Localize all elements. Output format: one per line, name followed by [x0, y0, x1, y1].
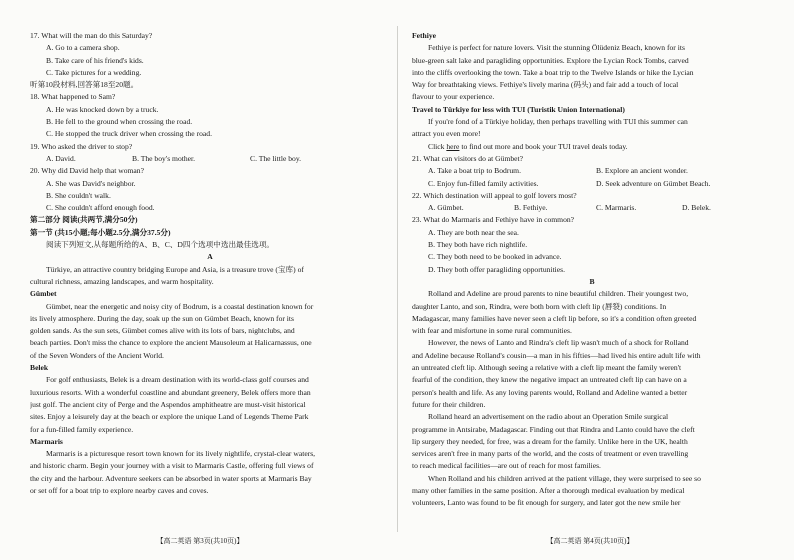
passage-text: sites. Enjoy a leisurely day at the beach or explore the unique Land of Legends Theme Park	[30, 412, 309, 422]
passage-text: Way for breathtaking views. Fethiye's lively marina (码头) and fair add a touch of local	[412, 80, 679, 90]
option-row	[412, 165, 772, 177]
passage-text: daughter Lanto, and son, Rindra, were both born with cleft lip (唇裂) conditions. In	[412, 301, 667, 311]
part2-title: 第二部分 阅读(共两节,满分50分)	[30, 215, 138, 225]
passage-text: Madagascar, many families have never seen a cleft lip before, so it's a condition often greeted	[412, 313, 697, 323]
passage-text: volunteers, Lanto was found to be fit enough for surgery, and later got the new smile her	[412, 498, 681, 508]
option: B. Fethiye.	[514, 203, 548, 213]
passage-text: cultural richness, amazing landscapes, and warm hospitality.	[30, 276, 214, 286]
option: B. Explore an ancient wonder.	[596, 166, 688, 176]
option: C. Marmaris.	[596, 203, 637, 213]
click-suffix: to find out more and book your TUI travel deals today.	[459, 141, 628, 151]
passage-text: However, the news of Lanto and Rindra's cleft lip wasn't much of a shock for Rolland	[428, 338, 689, 348]
passage-text: of the Seven Wonders of the Ancient World.	[30, 350, 164, 360]
passage-text: fearful of the condition, they knew the negative impact an untreated cleft lip can have on a	[412, 375, 687, 385]
page-divider	[397, 26, 398, 532]
option: D. Seek adventure on Gümbet Beach.	[596, 178, 711, 188]
passage-text: flavour to your experience.	[412, 92, 495, 102]
option: C. The little boy.	[250, 153, 302, 163]
option: B. They both have rich nightlife.	[428, 240, 528, 250]
passage-text: lip surgery they needed, for free, was a dream for the family. Unlike here in the UK, health	[412, 436, 688, 446]
passage-text: golden sands. As the sun sets, Gümbet comes alive with its lots of bars, nightclubs, and	[30, 326, 295, 336]
option: A. He was knocked down by a truck.	[46, 104, 159, 114]
passage-text: future for their children.	[412, 399, 486, 409]
passage-text: into the cliffs overlooking the town. Take a boat trip to the Twelve Islands or hike the Lycian	[412, 67, 694, 77]
option: A. Gümbet.	[428, 203, 464, 213]
passage-text: beach parties. Don't miss the chance to explore the ancient Mausoleum at Halicarnassus, one	[30, 338, 312, 348]
question-text: 21. What can visitors do at Gümbet?	[412, 153, 523, 163]
listening-instruction: 听第10段材料,回答第18至20题。	[30, 80, 139, 90]
passage-text: programme in Antsirabe, Madagascar. Finding out that Rindra and Lanto could have the cleft	[412, 424, 695, 434]
passage-letter-a: A	[207, 252, 213, 262]
passage-text: person's health and life. As any loving parents would, Rolland and Adeline wanted a better	[412, 387, 688, 397]
question-text: 18. What happened to Sam?	[30, 92, 116, 102]
passage-b	[412, 288, 772, 509]
section-heading-marmaris: Marmaris	[30, 436, 63, 446]
option-row	[30, 153, 390, 165]
passage-text: services aren't free in many parts of the world, and the costs of treatment or even travelling	[412, 449, 689, 459]
passage-text: or set off for a boat trip to explore nearby caves and coves.	[30, 485, 209, 495]
option-row	[412, 178, 772, 190]
option: B. He fell to the ground when crossing the road.	[46, 117, 193, 127]
option: C. Take pictures for a wedding.	[46, 67, 142, 77]
passage-text: If you're fond of a Türkiye holiday, then perhaps travelling with TUI this summer can	[428, 117, 688, 127]
click-prefix: Click	[428, 141, 447, 151]
q20	[30, 165, 390, 214]
left-page	[30, 30, 390, 497]
section-heading-tui: Travel to Türkiye for less with TUI (Turistik Union International)	[412, 104, 625, 114]
page-footer-right: 【高二英语 第4页(共10页)】	[546, 537, 634, 545]
q17	[30, 30, 390, 79]
option: B. She couldn't walk.	[46, 190, 111, 200]
passage-text: Türkiye, an attractive country bridging Europe and Asia, is a treasure trove (宝库) of	[46, 264, 304, 274]
option: C. She couldn't afford enough food.	[46, 203, 155, 213]
passage-text: Rolland heard an advertisement on the radio about an Operation Smile surgical	[428, 412, 669, 422]
passage-text: For golf enthusiasts, Belek is a dream destination with its world-class golf courses and	[46, 375, 309, 385]
q22	[412, 190, 772, 215]
click-here-line	[412, 141, 772, 153]
q23	[412, 214, 772, 275]
passage-text: luxurious resorts. With a wonderful coastline and abundant greenery, Belek offers more than	[30, 387, 311, 397]
passage-text: for a fun-filled family experience.	[30, 424, 134, 434]
passage-text: with fear and misfortune in some rural communities.	[412, 326, 572, 336]
section-heading-fethiye: Fethiye	[412, 31, 437, 40]
page-footer-left: 【高二英语 第3页(共10页)】	[156, 537, 244, 545]
option: A. They are both near the sea.	[428, 227, 519, 237]
passage-text: and Adeline because Rolland's cousin—a man in his fifties—had lived his entire adult life with	[412, 350, 701, 360]
passage-text: Fethiye is perfect for nature lovers. Visit the stunning Ölüdeniz Beach, known for its	[428, 43, 685, 53]
passage-text: Gümbet, near the energetic and noisy city of Bodrum, is a coastal destination known for	[46, 301, 314, 311]
passage-text: Rolland and Adeline are proud parents to nine beautiful children. Their youngest two,	[428, 289, 689, 299]
reading-instruction: 阅读下列短文,从每题所给的A、B、C、D四个选项中选出最佳选项。	[46, 240, 275, 250]
passage-text: just golf. The ancient city of Perge and the Aspendos amphitheatre are must-visit historical	[30, 399, 306, 409]
option: A. She was David's neighbor.	[46, 178, 136, 188]
question-text: 23. What do Marmaris and Fethiye have in common?	[412, 215, 575, 225]
section-heading-gumbet: Gümbet	[30, 289, 57, 299]
option: C. He stopped the truck driver when crossing the road.	[46, 129, 212, 139]
passage-text: to reach medical facilities—are out of reach for most families.	[412, 461, 601, 471]
passage-text: its lively atmosphere. During the day, soak up the sun on Gümbet Beach, known for its	[30, 313, 294, 323]
passage-text: the city and the harbour. Adventure seekers can be absorbed in water sports at Marmaris Bay	[30, 473, 312, 483]
option: A. Go to a camera shop.	[46, 43, 120, 53]
option: C. Enjoy fun-filled family activities.	[428, 178, 539, 188]
question-text: 20. Why did David help that woman?	[30, 166, 144, 176]
passage-text: and historic charm. Begin your journey with a visit to Marmaris Castle, offering full views of	[30, 461, 314, 471]
q19	[30, 141, 390, 166]
passage-text: When Rolland and his children arrived at the patient village, they were surprised to see so	[428, 473, 701, 483]
option: A. Take a boat trip to Bodrum.	[428, 166, 521, 176]
q18	[30, 91, 390, 140]
passage-text: Marmaris is a picturesque resort town known for its lively nightlife, crystal-clear waters,	[46, 449, 316, 459]
option: A. David.	[46, 153, 76, 163]
here-link[interactable]: here	[446, 141, 460, 151]
right-page	[412, 30, 772, 510]
option: D. They both offer paragliding opportunities.	[428, 264, 566, 274]
passage-letter-b: B	[589, 276, 595, 286]
option: B. Take care of his friend's kids.	[46, 55, 144, 65]
q21	[412, 153, 772, 190]
section-heading-belek: Belek	[30, 363, 49, 373]
section1-title: 第一节 (共15小题;每小题2.5分,满分37.5分)	[30, 227, 171, 237]
question-text: 19. Who asked the driver to stop?	[30, 141, 133, 151]
question-text: 22. Which destination will appeal to golf lovers most?	[412, 190, 577, 200]
option: D. Belek.	[682, 203, 711, 213]
passage-text: blue-green salt lake and paragliding opportunities. Explore the Lycian Rock Tombs, carved	[412, 55, 689, 65]
option-row	[412, 202, 772, 214]
passage-text: an untreated cleft lip. Although seeing a relative with a cleft lip meant the family weren't	[412, 363, 682, 373]
passage-text: many other families in the same position. After a thorough medical evaluation by medical	[412, 485, 685, 495]
question-text: 17. What will the man do this Saturday?	[30, 31, 153, 40]
option: C. They both need to be booked in advance.	[428, 252, 562, 262]
passage-text: attract you even more!	[412, 129, 481, 139]
option: B. The boy's mother.	[132, 153, 196, 163]
